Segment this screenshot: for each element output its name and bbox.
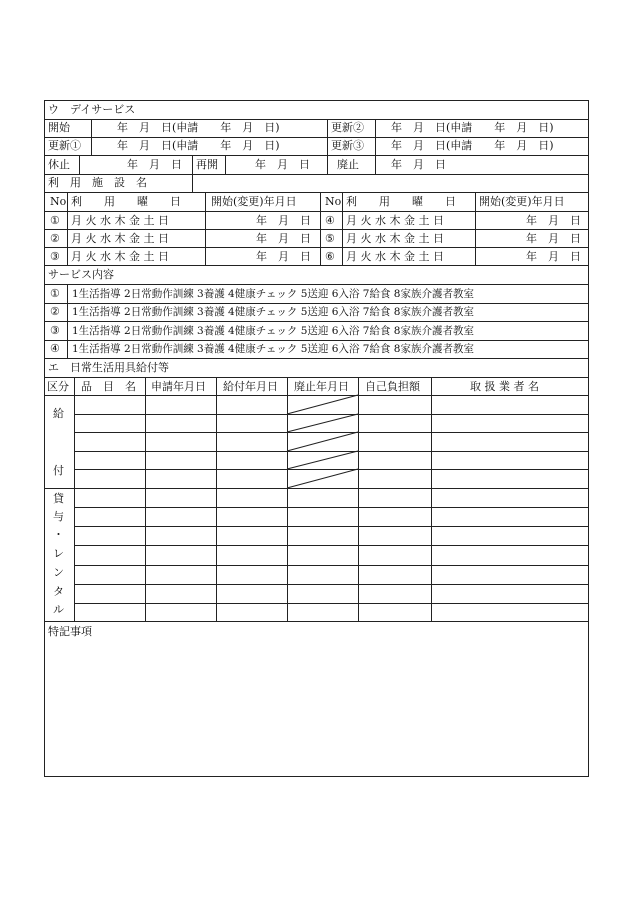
usage-row-date[interactable]: 年 月 日 xyxy=(256,250,311,263)
usage-row-days-2[interactable]: 月 火 水 木 金 土 日 xyxy=(346,214,444,227)
usage-row-date-2[interactable]: 年 月 日 xyxy=(526,250,581,263)
equip-item-header: 品 目 名 xyxy=(81,380,136,393)
equip-self-pay-header: 自己負担額 xyxy=(365,380,420,393)
rental-category-label: ・ xyxy=(53,528,64,541)
usage-days-header-2: 利 用 曜 日 xyxy=(346,195,456,208)
usage-row-no: ③ xyxy=(50,250,60,263)
equip-abolish-date-header: 廃止年月日 xyxy=(294,380,349,393)
service-content-header: サービス内容 xyxy=(48,268,114,281)
usage-start-header: 開始(変更)年月日 xyxy=(211,195,297,208)
suspend-label: 休止 xyxy=(48,158,70,171)
usage-start-header-2: 開始(変更)年月日 xyxy=(479,195,565,208)
usage-row-no-2: ⑥ xyxy=(325,250,335,263)
equip-apply-date-header: 申請年月日 xyxy=(151,380,206,393)
facility-name-label: 利 用 施 設 名 xyxy=(48,176,147,189)
renewal-3-date-field[interactable]: 年 月 日(申請 年 月 日) xyxy=(391,139,554,152)
usage-row-date[interactable]: 年 月 日 xyxy=(256,214,311,227)
abolish-date-field[interactable]: 年 月 日 xyxy=(391,158,446,171)
resume-label: 再開 xyxy=(196,158,218,171)
usage-no-header: No xyxy=(50,195,67,208)
rental-category-label: タ xyxy=(53,585,64,598)
section-equipment-title: エ 日常生活用具給付等 xyxy=(48,361,169,374)
rental-category-label: ル xyxy=(53,603,64,616)
renewal-1-label: 更新① xyxy=(48,139,81,152)
usage-no-header-2: No xyxy=(325,195,342,208)
service-record-form xyxy=(44,100,589,777)
usage-row-no-2: ⑤ xyxy=(325,232,335,245)
service-row-no: ④ xyxy=(50,342,60,355)
service-row-no: ③ xyxy=(50,324,60,337)
grant-category-label: 付 xyxy=(53,464,64,477)
resume-date-field[interactable]: 年 月 日 xyxy=(255,158,310,171)
rental-category-label: ン xyxy=(53,566,64,579)
usage-row-no-2: ④ xyxy=(325,214,335,227)
grant-category-label: 給 xyxy=(53,407,64,420)
section-day-service-title: ウ デイサービス xyxy=(48,103,136,116)
equip-grant-date-header: 給付年月日 xyxy=(223,380,278,393)
usage-row-no: ① xyxy=(50,214,60,227)
equip-vendor-header: 取 扱 業 者 名 xyxy=(470,380,539,393)
usage-row-days-2[interactable]: 月 火 水 木 金 土 日 xyxy=(346,250,444,263)
equip-category-header: 区分 xyxy=(47,380,69,393)
special-notes-area[interactable] xyxy=(46,641,587,775)
service-row-no: ② xyxy=(50,305,60,318)
renewal-3-label: 更新③ xyxy=(331,139,364,152)
usage-row-date-2[interactable]: 年 月 日 xyxy=(526,232,581,245)
facility-name-field[interactable] xyxy=(193,175,587,191)
usage-days-header: 利 用 曜 日 xyxy=(71,195,181,208)
usage-row-days[interactable]: 月 火 水 木 金 土 日 xyxy=(71,232,169,245)
usage-row-days[interactable]: 月 火 水 木 金 土 日 xyxy=(71,250,169,263)
usage-row-days-2[interactable]: 月 火 水 木 金 土 日 xyxy=(346,232,444,245)
renewal-2-date-field[interactable]: 年 月 日(申請 年 月 日) xyxy=(391,121,554,134)
rental-category-label: 与 xyxy=(53,510,64,523)
service-row-no: ① xyxy=(50,287,60,300)
usage-row-date-2[interactable]: 年 月 日 xyxy=(526,214,581,227)
renewal-1-date-field[interactable]: 年 月 日(申請 年 月 日) xyxy=(117,139,280,152)
usage-row-days[interactable]: 月 火 水 木 金 土 日 xyxy=(71,214,169,227)
service-row-options[interactable]: 1生活指導 2日常動作訓練 3養護 4健康チェック 5送迎 6入浴 7給食 8家族介護者教室 xyxy=(72,306,474,318)
renewal-2-label: 更新② xyxy=(331,121,364,134)
service-row-options[interactable]: 1生活指導 2日常動作訓練 3養護 4健康チェック 5送迎 6入浴 7給食 8家族介護者教室 xyxy=(72,343,474,355)
start-date-field[interactable]: 年 月 日(申請 年 月 日) xyxy=(117,121,280,134)
usage-row-no: ② xyxy=(50,232,60,245)
usage-row-date[interactable]: 年 月 日 xyxy=(256,232,311,245)
rental-category-label: 貸 xyxy=(53,492,64,505)
start-label: 開始 xyxy=(48,121,70,134)
rental-category-label: レ xyxy=(53,547,64,560)
suspend-date-field[interactable]: 年 月 日 xyxy=(127,158,182,171)
abolish-label: 廃止 xyxy=(337,158,359,171)
service-row-options[interactable]: 1生活指導 2日常動作訓練 3養護 4健康チェック 5送迎 6入浴 7給食 8家族介護者教室 xyxy=(72,288,474,300)
service-row-options[interactable]: 1生活指導 2日常動作訓練 3養護 4健康チェック 5送迎 6入浴 7給食 8家族介護者教室 xyxy=(72,325,474,337)
special-notes-label: 特記事項 xyxy=(48,625,92,638)
